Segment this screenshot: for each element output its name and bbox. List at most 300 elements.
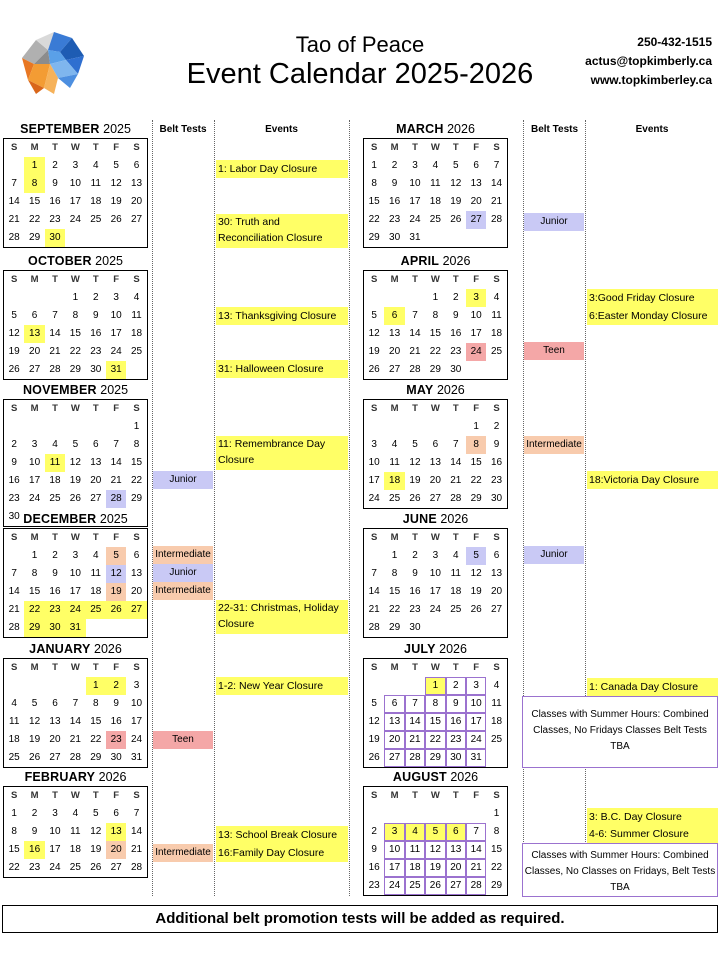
- day-cell: [86, 418, 106, 436]
- week-row: [4, 859, 147, 877]
- day-cell: 5: [371, 698, 377, 709]
- day-cell: 29: [90, 752, 102, 763]
- day-cell: 18: [90, 196, 102, 207]
- month-august: [363, 768, 508, 896]
- month-title: [363, 252, 508, 270]
- day-of-week-label: S: [371, 790, 378, 801]
- day-of-week-label: M: [390, 662, 399, 673]
- day-cell: 24: [65, 601, 85, 619]
- day-cell: 19: [69, 475, 81, 486]
- month-title: [363, 120, 508, 138]
- day-cell: 17: [429, 586, 441, 597]
- belt-test-junior: Junior: [153, 471, 213, 489]
- day-cell: 24: [49, 862, 61, 873]
- day-cell: 2: [371, 826, 377, 837]
- week-row: [4, 619, 147, 637]
- week-row: [4, 229, 147, 247]
- day-cell: 16: [24, 841, 44, 859]
- month-year: 2025: [91, 254, 123, 268]
- day-cell: 15: [429, 328, 441, 339]
- day-of-week-label: S: [371, 662, 378, 673]
- week-row: [364, 731, 507, 749]
- day-of-week-label: T: [412, 142, 418, 153]
- day-cell: 11: [90, 568, 101, 579]
- day-cell: 23: [8, 493, 20, 504]
- week-row: [364, 175, 507, 193]
- day-of-week-label: M: [30, 662, 39, 673]
- belt-test-intermediate: Intermediate: [153, 546, 213, 564]
- week-row: [4, 823, 147, 841]
- day-of-week-label: W: [430, 662, 440, 673]
- day-of-week-label: S: [133, 274, 140, 285]
- day-cell: 2: [391, 160, 398, 171]
- day-cell: 10: [368, 457, 380, 468]
- week-row: [4, 361, 147, 379]
- day-cell: 26: [29, 752, 41, 763]
- day-cell: [446, 418, 466, 436]
- day-cell: 24: [466, 343, 486, 361]
- day-cell: 9: [391, 178, 398, 189]
- day-of-week-label: T: [412, 662, 418, 673]
- day-cell: 4: [133, 292, 140, 303]
- day-cell: 19: [470, 586, 482, 597]
- day-cell: [86, 619, 106, 637]
- day-cell: 22: [69, 346, 81, 357]
- day-cell: 19: [29, 734, 41, 745]
- day-cell: 6: [384, 695, 404, 713]
- month-grid: [3, 786, 148, 878]
- day-cell: 17: [69, 196, 81, 207]
- day-cell: [384, 418, 404, 436]
- day-cell: 17: [110, 328, 122, 339]
- day-cell: 4: [391, 439, 398, 450]
- week-row: [4, 841, 147, 859]
- day-cell: 11: [405, 841, 425, 859]
- day-cell: 13: [470, 178, 482, 189]
- day-cell: 27: [126, 601, 146, 619]
- week-row: [4, 193, 147, 211]
- day-cell: [405, 677, 425, 695]
- day-cell: 21: [130, 844, 143, 855]
- day-of-week-label: S: [493, 532, 500, 543]
- day-cell: 24: [29, 493, 41, 504]
- day-cell: 30: [90, 364, 102, 375]
- day-cell: 12: [69, 457, 81, 468]
- day-cell: 14: [8, 586, 20, 597]
- day-cell: 7: [11, 178, 17, 189]
- day-cell: [106, 229, 126, 247]
- day-cell: 21: [8, 214, 20, 225]
- day-cell: 23: [389, 214, 401, 225]
- day-cell: 25: [86, 601, 106, 619]
- event-truth-reconciliation: 30: Truth and Reconciliation Closure: [216, 214, 348, 248]
- day-cell: 1: [371, 160, 377, 171]
- day-cell: 11: [491, 698, 502, 709]
- day-cell: 28: [466, 877, 486, 895]
- day-cell: 2: [493, 421, 500, 432]
- day-cell: 15: [69, 328, 81, 339]
- week-row: [4, 454, 147, 472]
- day-cell: 31: [106, 361, 126, 379]
- day-cell: 28: [8, 232, 20, 243]
- day-cell: 8: [11, 826, 17, 837]
- day-cell: [405, 805, 425, 823]
- day-cell: 18: [90, 586, 102, 597]
- day-cell: 20: [49, 734, 61, 745]
- belt-tests-header-left: Belt Tests: [159, 124, 207, 135]
- day-of-week-label: F: [473, 662, 480, 673]
- day-cell: [405, 289, 425, 307]
- day-cell: 21: [409, 346, 421, 357]
- day-of-week-label: T: [92, 142, 99, 153]
- day-cell: 13: [429, 457, 441, 468]
- day-of-week-label: S: [493, 790, 500, 801]
- day-cell: 25: [450, 604, 462, 615]
- day-cell: 27: [490, 604, 503, 615]
- day-cell: 22: [470, 475, 482, 486]
- day-cell: 5: [11, 310, 17, 321]
- day-cell: 6: [446, 823, 466, 841]
- day-of-week-label: W: [430, 790, 440, 801]
- day-cell: 7: [412, 310, 418, 321]
- day-of-week-label: T: [92, 403, 99, 414]
- footer-note: Additional belt promotion tests will be added as required.: [2, 905, 718, 933]
- day-of-week-label: W: [70, 142, 80, 153]
- day-cell: 18: [450, 586, 462, 597]
- week-row: [364, 619, 507, 637]
- month-name: APRIL: [400, 254, 440, 268]
- day-of-week-label: M: [390, 274, 399, 285]
- week-row: [4, 418, 147, 436]
- day-cell: 21: [450, 475, 462, 486]
- day-cell: 18: [490, 328, 503, 339]
- month-grid: [3, 138, 148, 248]
- day-cell: 2: [52, 550, 58, 561]
- day-cell: 8: [31, 568, 38, 579]
- day-cell: 3: [72, 550, 79, 561]
- day-cell: 23: [409, 604, 421, 615]
- day-cell: [425, 619, 445, 637]
- day-cell: 5: [452, 160, 459, 171]
- day-cell: [45, 677, 65, 695]
- day-cell: 17: [470, 328, 482, 339]
- day-cell: 4: [72, 808, 79, 819]
- day-cell: 20: [130, 196, 143, 207]
- day-of-week-label: M: [30, 532, 39, 543]
- day-cell: 12: [110, 178, 122, 189]
- day-cell: 24: [110, 346, 122, 357]
- week-row: [4, 157, 147, 175]
- week-row: [4, 211, 147, 229]
- day-cell: 15: [368, 196, 380, 207]
- month-year: 2025: [99, 122, 131, 136]
- belt-test-junior: Junior: [153, 564, 213, 582]
- month-grid: [3, 528, 148, 638]
- day-of-week-label: M: [390, 532, 399, 543]
- day-cell: 4: [52, 439, 58, 450]
- website-url: www.topkimberley.ca: [590, 73, 712, 87]
- day-cell: 18: [405, 859, 425, 877]
- day-cell: 22: [429, 346, 441, 357]
- week-row: [364, 325, 507, 343]
- day-cell: 3: [432, 550, 439, 561]
- day-cell: 15: [130, 457, 143, 468]
- day-of-week-label: S: [11, 274, 18, 285]
- divider: [585, 120, 586, 896]
- day-cell: 23: [490, 475, 503, 486]
- day-cell: 27: [29, 364, 41, 375]
- month-year: 2026: [443, 122, 475, 136]
- day-cell: [405, 418, 425, 436]
- week-row: [4, 547, 147, 565]
- month-july: [363, 640, 508, 768]
- day-cell: 18: [130, 328, 143, 339]
- day-cell: 1: [425, 677, 445, 695]
- day-cell: 29: [368, 232, 380, 243]
- day-cell: 2: [52, 160, 58, 171]
- day-cell: 24: [466, 731, 486, 749]
- month-name: AUGUST: [392, 770, 447, 784]
- header: [0, 0, 720, 118]
- day-of-week-label: T: [412, 403, 418, 414]
- day-cell: [4, 547, 24, 565]
- divider: [523, 120, 524, 896]
- month-title: [3, 640, 148, 658]
- day-cell: 16: [49, 196, 61, 207]
- day-of-week-label: T: [92, 274, 99, 285]
- day-cell: 10: [69, 568, 81, 579]
- day-cell: 10: [384, 841, 404, 859]
- week-row: [4, 565, 147, 583]
- day-cell: 21: [8, 604, 20, 615]
- day-cell: 28: [368, 622, 380, 633]
- day-of-week-label: T: [452, 662, 459, 673]
- day-cell: 23: [368, 880, 380, 891]
- day-cell: 14: [450, 457, 462, 468]
- day-cell: 14: [130, 826, 143, 837]
- week-row: [4, 749, 147, 767]
- day-cell: 7: [371, 568, 377, 579]
- day-cell: 26: [470, 604, 482, 615]
- day-cell: [486, 619, 506, 637]
- day-cell: 9: [446, 695, 466, 713]
- day-cell: 22: [490, 862, 503, 873]
- month-grid: [363, 786, 508, 896]
- day-cell: 3: [72, 160, 79, 171]
- month-name: JULY: [404, 642, 436, 656]
- day-cell: 27: [446, 877, 466, 895]
- day-of-week-label: T: [52, 274, 58, 285]
- day-cell: 28: [106, 490, 126, 508]
- day-cell: 7: [113, 439, 119, 450]
- day-of-week-label: S: [493, 142, 500, 153]
- day-cell: 16: [90, 328, 102, 339]
- day-cell: 8: [391, 568, 398, 579]
- day-cell: 29: [24, 619, 44, 637]
- week-row: [364, 713, 507, 731]
- day-cell: 20: [106, 841, 126, 859]
- day-cell: 13: [130, 178, 143, 189]
- day-of-week-label: S: [133, 532, 140, 543]
- day-cell: 30: [389, 232, 401, 243]
- day-of-week-label: M: [30, 790, 39, 801]
- day-cell: 9: [412, 568, 418, 579]
- day-cell: 11: [45, 454, 65, 472]
- day-cell: 3: [31, 439, 38, 450]
- week-row: [364, 307, 507, 325]
- title-line-1: Tao of Peace: [295, 32, 425, 57]
- day-cell: 30: [450, 364, 462, 375]
- day-cell: 20: [130, 586, 143, 597]
- day-cell: 25: [405, 877, 425, 895]
- week-row: [364, 361, 507, 379]
- day-cell: 30: [446, 749, 466, 767]
- day-cell: 29: [29, 232, 41, 243]
- day-cell: 22: [90, 734, 102, 745]
- day-cell: 9: [31, 826, 38, 837]
- day-cell: 27: [429, 493, 441, 504]
- month-year: 2026: [95, 770, 127, 784]
- month-grid: [363, 528, 508, 638]
- day-cell: 15: [470, 457, 482, 468]
- day-cell: [466, 361, 486, 379]
- belt-test-teen: Teen: [153, 731, 213, 749]
- month-december: [3, 510, 148, 638]
- day-cell: [4, 677, 24, 695]
- events-header-left: Events: [265, 124, 298, 135]
- day-cell: 16: [490, 457, 503, 468]
- day-of-week-label: S: [11, 532, 18, 543]
- day-cell: 9: [11, 457, 17, 468]
- day-cell: 28: [450, 493, 462, 504]
- day-cell: [24, 677, 44, 695]
- week-row: [364, 583, 507, 601]
- day-cell: 8: [432, 310, 439, 321]
- month-title: [363, 510, 508, 528]
- day-cell: 21: [49, 346, 61, 357]
- day-cell: 16: [49, 586, 61, 597]
- day-cell: 7: [466, 823, 486, 841]
- month-grid: [363, 138, 508, 248]
- day-of-week-label: S: [11, 662, 18, 673]
- week-row: [364, 454, 507, 472]
- day-of-week-label: F: [113, 662, 120, 673]
- day-cell: 27: [110, 862, 122, 873]
- day-cell: 13: [106, 823, 126, 841]
- day-cell: 23: [446, 731, 466, 749]
- month-name: OCTOBER: [28, 254, 92, 268]
- week-row: [364, 472, 507, 490]
- day-cell: 27: [389, 364, 401, 375]
- day-cell: 1: [133, 421, 140, 432]
- day-cell: 9: [452, 310, 459, 321]
- week-row: [364, 823, 507, 841]
- divider: [349, 120, 350, 896]
- day-cell: 22: [24, 601, 44, 619]
- day-cell: 9: [493, 439, 500, 450]
- day-cell: 11: [389, 457, 400, 468]
- month-grid: [363, 399, 508, 509]
- day-cell: 17: [130, 716, 143, 727]
- day-cell: [364, 418, 384, 436]
- day-of-week-label: T: [412, 274, 418, 285]
- day-cell: 20: [384, 731, 404, 749]
- day-of-week-label: W: [70, 274, 80, 285]
- day-cell: 19: [106, 583, 126, 601]
- day-cell: [65, 677, 85, 695]
- day-cell: 6: [31, 310, 38, 321]
- day-cell: 24: [130, 734, 143, 745]
- day-of-week-label: S: [133, 790, 140, 801]
- event-remembrance-day: 11: Remembrance Day Closure: [216, 436, 348, 470]
- month-may: [363, 381, 508, 509]
- day-cell: 14: [368, 586, 380, 597]
- day-cell: 4: [92, 160, 99, 171]
- event-victoria-day: 18:Victoria Day Closure: [587, 471, 718, 489]
- week-row: [4, 695, 147, 713]
- week-row: [364, 343, 507, 361]
- month-title: [3, 252, 148, 270]
- month-grid: [3, 399, 148, 527]
- day-cell: 19: [8, 346, 20, 357]
- day-cell: 8: [92, 698, 99, 709]
- month-year: 2025: [96, 512, 128, 526]
- week-row: [364, 490, 507, 508]
- month-name: DECEMBER: [23, 512, 97, 526]
- day-cell: [106, 418, 126, 436]
- day-cell: 16: [8, 475, 20, 486]
- day-cell: 8: [493, 826, 500, 837]
- week-row: [4, 289, 147, 307]
- day-cell: 10: [429, 568, 441, 579]
- day-cell: 16: [446, 713, 466, 731]
- day-of-week-label: F: [473, 403, 480, 414]
- day-cell: [425, 805, 445, 823]
- month-name: MAY: [406, 383, 434, 397]
- day-of-week-label: M: [30, 403, 39, 414]
- day-cell: 18: [490, 716, 503, 727]
- day-cell: 19: [450, 196, 462, 207]
- day-cell: 23: [106, 731, 126, 749]
- day-cell: 22: [29, 214, 41, 225]
- day-cell: 29: [490, 880, 503, 891]
- week-row: [4, 731, 147, 749]
- day-of-week-label: F: [473, 532, 480, 543]
- day-cell: 21: [490, 196, 503, 207]
- day-cell: 7: [493, 160, 500, 171]
- day-cell: 19: [90, 844, 102, 855]
- day-cell: 21: [69, 734, 81, 745]
- day-cell: [486, 361, 506, 379]
- day-cell: [126, 619, 146, 637]
- week-row: [4, 713, 147, 731]
- day-cell: 8: [425, 695, 445, 713]
- day-cell: 12: [368, 328, 380, 339]
- day-of-week-label: T: [52, 403, 58, 414]
- day-cell: 15: [29, 196, 41, 207]
- day-cell: 26: [90, 862, 102, 873]
- day-cell: 27: [384, 749, 404, 767]
- day-cell: 20: [90, 475, 102, 486]
- month-name: FEBRUARY: [24, 770, 96, 784]
- day-cell: 3: [371, 439, 377, 450]
- day-of-week-label: T: [452, 142, 459, 153]
- day-cell: 24: [384, 877, 404, 895]
- day-cell: 28: [49, 364, 61, 375]
- month-year: 2026: [433, 383, 465, 397]
- month-title: [3, 120, 148, 138]
- day-cell: 20: [389, 346, 401, 357]
